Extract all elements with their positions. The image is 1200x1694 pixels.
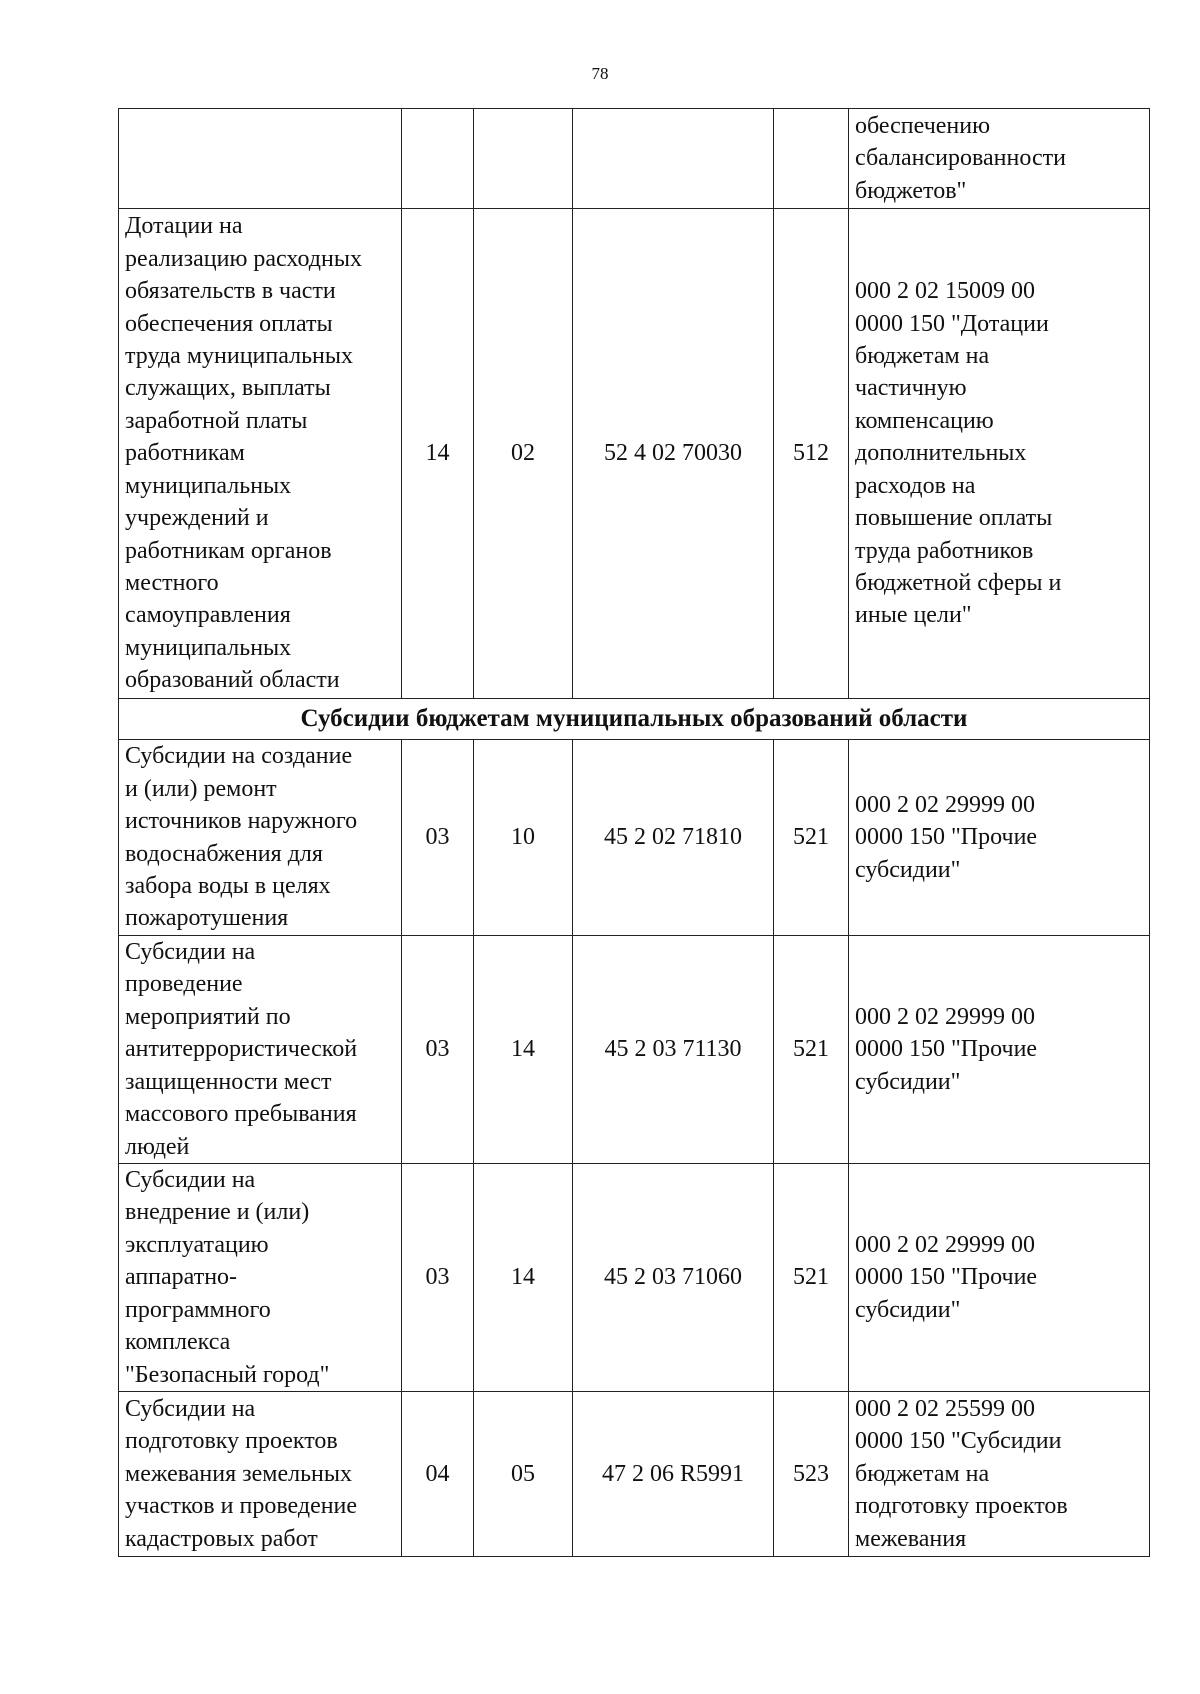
expense-name-line: эксплуатацию — [125, 1231, 269, 1258]
expense-name-cell — [119, 1392, 402, 1557]
expense-name-line: участков и проведение — [125, 1493, 358, 1520]
expense-name-line: реализацию расходных — [125, 245, 362, 272]
expense-name-line: внедрение и (или) — [125, 1199, 310, 1226]
expense-name-line: источников наружного — [125, 808, 358, 835]
section-code-cell — [402, 209, 474, 699]
revenue-source-line: 0000 150 "Дотации — [855, 310, 1049, 337]
revenue-source-cell — [849, 109, 1150, 209]
target-article-cell-text: 52 4 02 70030 — [604, 440, 742, 467]
target-article-cell — [573, 1392, 774, 1557]
expense-name-cell — [119, 209, 402, 699]
expense-name-line: Субсидии на создание — [125, 743, 353, 770]
subsection-code-cell — [474, 936, 573, 1164]
expense-name-cell — [119, 109, 402, 209]
expense-name-line: работникам органов — [125, 537, 332, 564]
table-row — [119, 936, 1150, 1164]
target-article-cell — [573, 1164, 774, 1392]
revenue-source-line: бюджетной сферы и — [855, 569, 1062, 596]
expense-name-line: аппаратно- — [125, 1264, 238, 1291]
revenue-source-line: 0000 150 "Субсидии — [855, 1428, 1062, 1455]
expense-type-cell-text: 512 — [793, 440, 829, 467]
subsection-code-cell — [474, 209, 573, 699]
section-code-cell-text: 04 — [425, 1460, 450, 1487]
expense-type-cell — [774, 936, 849, 1164]
expense-name-line: программного — [125, 1296, 271, 1323]
expense-name-line: и (или) ремонт — [125, 775, 277, 802]
revenue-source-line: расходов на — [855, 472, 976, 499]
subsection-code-cell-text: 05 — [511, 1460, 535, 1487]
subsection-code-cell — [474, 1164, 573, 1392]
expense-name-line: кадастровых работ — [125, 1525, 318, 1552]
subsection-code-cell — [474, 1392, 573, 1557]
revenue-source-line: труда работников — [855, 537, 1034, 564]
revenue-source-line: субсидии" — [855, 1068, 961, 1095]
expense-name-line: обеспечения оплаты — [125, 310, 333, 337]
revenue-source-cell — [849, 1392, 1150, 1557]
target-article-cell-text: 45 2 03 71060 — [604, 1264, 742, 1291]
section-heading-row — [119, 699, 1150, 740]
section-code-cell — [402, 1164, 474, 1392]
section-code-cell — [402, 1392, 474, 1557]
expense-name-line: водоснабжения для — [125, 840, 323, 867]
expense-name-line: Дотации на — [125, 213, 243, 240]
expense-name-line: заработной платы — [125, 407, 308, 434]
revenue-source-line: субсидии" — [855, 856, 961, 883]
revenue-source-line: 0000 150 "Прочие — [855, 1264, 1038, 1291]
target-article-cell — [573, 209, 774, 699]
expense-type-cell-text: 521 — [793, 1264, 829, 1291]
target-article-cell — [573, 936, 774, 1164]
expense-type-cell-text: 521 — [793, 1036, 829, 1063]
subsection-code-cell-text: 14 — [511, 1264, 535, 1291]
expense-name-line: служащих, выплаты — [125, 375, 331, 402]
expense-name-cell — [119, 1164, 402, 1392]
revenue-source-line: субсидии" — [855, 1296, 961, 1323]
revenue-source-line: бюджетам на — [855, 1460, 990, 1487]
revenue-source-line: 000 2 02 25599 00 — [855, 1395, 1035, 1422]
expense-name-line: труда муниципальных — [125, 343, 353, 370]
target-article-cell-text: 45 2 03 71130 — [604, 1036, 742, 1063]
expense-name-line: массового пребывания — [125, 1101, 357, 1128]
revenue-source-line: бюджетов" — [855, 177, 967, 204]
section-code-cell-text: 03 — [425, 1264, 450, 1291]
revenue-source-cell — [849, 1164, 1150, 1392]
expense-name-line: антитеррористической — [125, 1036, 358, 1063]
revenue-source-line: частичную — [855, 375, 967, 402]
expense-name-line: межевания земельных — [125, 1460, 353, 1487]
section-heading: Субсидии бюджетам муниципальных образований области — [119, 699, 1150, 740]
expense-name-line: учреждений и — [125, 505, 269, 532]
page-number: 78 — [591, 64, 609, 83]
expense-name-line: образований области — [125, 667, 340, 694]
revenue-source-line: дополнительных — [855, 440, 1027, 467]
revenue-source-line: подготовку проектов — [855, 1493, 1068, 1520]
expense-type-cell — [774, 109, 849, 209]
revenue-source-line: 000 2 02 29999 00 — [855, 791, 1035, 818]
revenue-source-line: иные цели" — [855, 602, 972, 629]
expense-name-line: подготовку проектов — [125, 1428, 338, 1455]
expense-name-cell — [119, 936, 402, 1164]
target-article-cell-text: 45 2 02 71810 — [604, 824, 742, 851]
expense-type-cell — [774, 209, 849, 699]
budget-table — [118, 108, 1150, 1557]
revenue-source-line: обеспечению — [855, 112, 991, 139]
revenue-source-cell — [849, 209, 1150, 699]
revenue-source-line: 000 2 02 15009 00 — [855, 278, 1035, 305]
subsection-code-cell-text: 02 — [511, 440, 535, 467]
revenue-source-line: 000 2 02 29999 00 — [855, 1231, 1035, 1258]
subsection-code-cell — [474, 740, 573, 936]
revenue-source-line: компенсацию — [855, 407, 994, 434]
expense-name-line: самоуправления — [125, 602, 291, 629]
target-article-cell — [573, 740, 774, 936]
section-code-cell — [402, 936, 474, 1164]
table-row — [119, 1164, 1150, 1392]
target-article-cell — [573, 109, 774, 209]
expense-name-line: Субсидии на — [125, 1395, 256, 1422]
expense-name-line: работникам — [125, 440, 245, 467]
table-row-continuation — [119, 109, 1150, 209]
expense-name-line: местного — [125, 569, 219, 596]
section-code-cell — [402, 740, 474, 936]
section-code-cell-text: 03 — [425, 1036, 450, 1063]
revenue-source-line: 0000 150 "Прочие — [855, 1036, 1038, 1063]
subsection-code-cell-text: 10 — [511, 824, 535, 851]
expense-name-line: "Безопасный город" — [125, 1361, 330, 1388]
expense-name-line: людей — [125, 1133, 190, 1160]
revenue-source-line: бюджетам на — [855, 343, 990, 370]
expense-name-line: муниципальных — [125, 472, 292, 499]
expense-type-cell — [774, 1392, 849, 1557]
expense-name-line: Субсидии на — [125, 1167, 256, 1194]
expense-name-line: Субсидии на — [125, 939, 256, 966]
expense-name-line: забора воды в целях — [125, 872, 331, 899]
table-row — [119, 740, 1150, 936]
expense-name-line: муниципальных — [125, 634, 292, 661]
revenue-source-line: повышение оплаты — [855, 505, 1053, 532]
expense-name-line: комплекса — [125, 1329, 231, 1356]
section-code-cell-text: 03 — [425, 824, 450, 851]
expense-name-line: мероприятий по — [125, 1003, 291, 1030]
section-code-cell-text: 14 — [425, 440, 450, 467]
expense-name-line: обязательств в части — [125, 278, 336, 305]
revenue-source-cell — [849, 740, 1150, 936]
revenue-source-line: 000 2 02 29999 00 — [855, 1003, 1035, 1030]
expense-name-line: пожаротушения — [125, 905, 289, 932]
table-row — [119, 209, 1150, 699]
target-article-cell-text: 47 2 06 R5991 — [601, 1460, 744, 1487]
table-row — [119, 1392, 1150, 1557]
subsection-code-cell — [474, 109, 573, 209]
expense-type-cell-text: 521 — [793, 824, 829, 851]
revenue-source-line: сбалансированности — [855, 145, 1066, 172]
expense-name-cell — [119, 740, 402, 936]
revenue-source-cell — [849, 936, 1150, 1164]
expense-type-cell — [774, 740, 849, 936]
expense-name-line: проведение — [125, 971, 243, 998]
expense-type-cell-text: 523 — [793, 1460, 829, 1487]
revenue-source-line: 0000 150 "Прочие — [855, 824, 1038, 851]
expense-type-cell — [774, 1164, 849, 1392]
subsection-code-cell-text: 14 — [511, 1036, 535, 1063]
section-code-cell — [402, 109, 474, 209]
revenue-source-line: межевания — [855, 1525, 967, 1552]
expense-name-line: защищенности мест — [125, 1068, 332, 1095]
